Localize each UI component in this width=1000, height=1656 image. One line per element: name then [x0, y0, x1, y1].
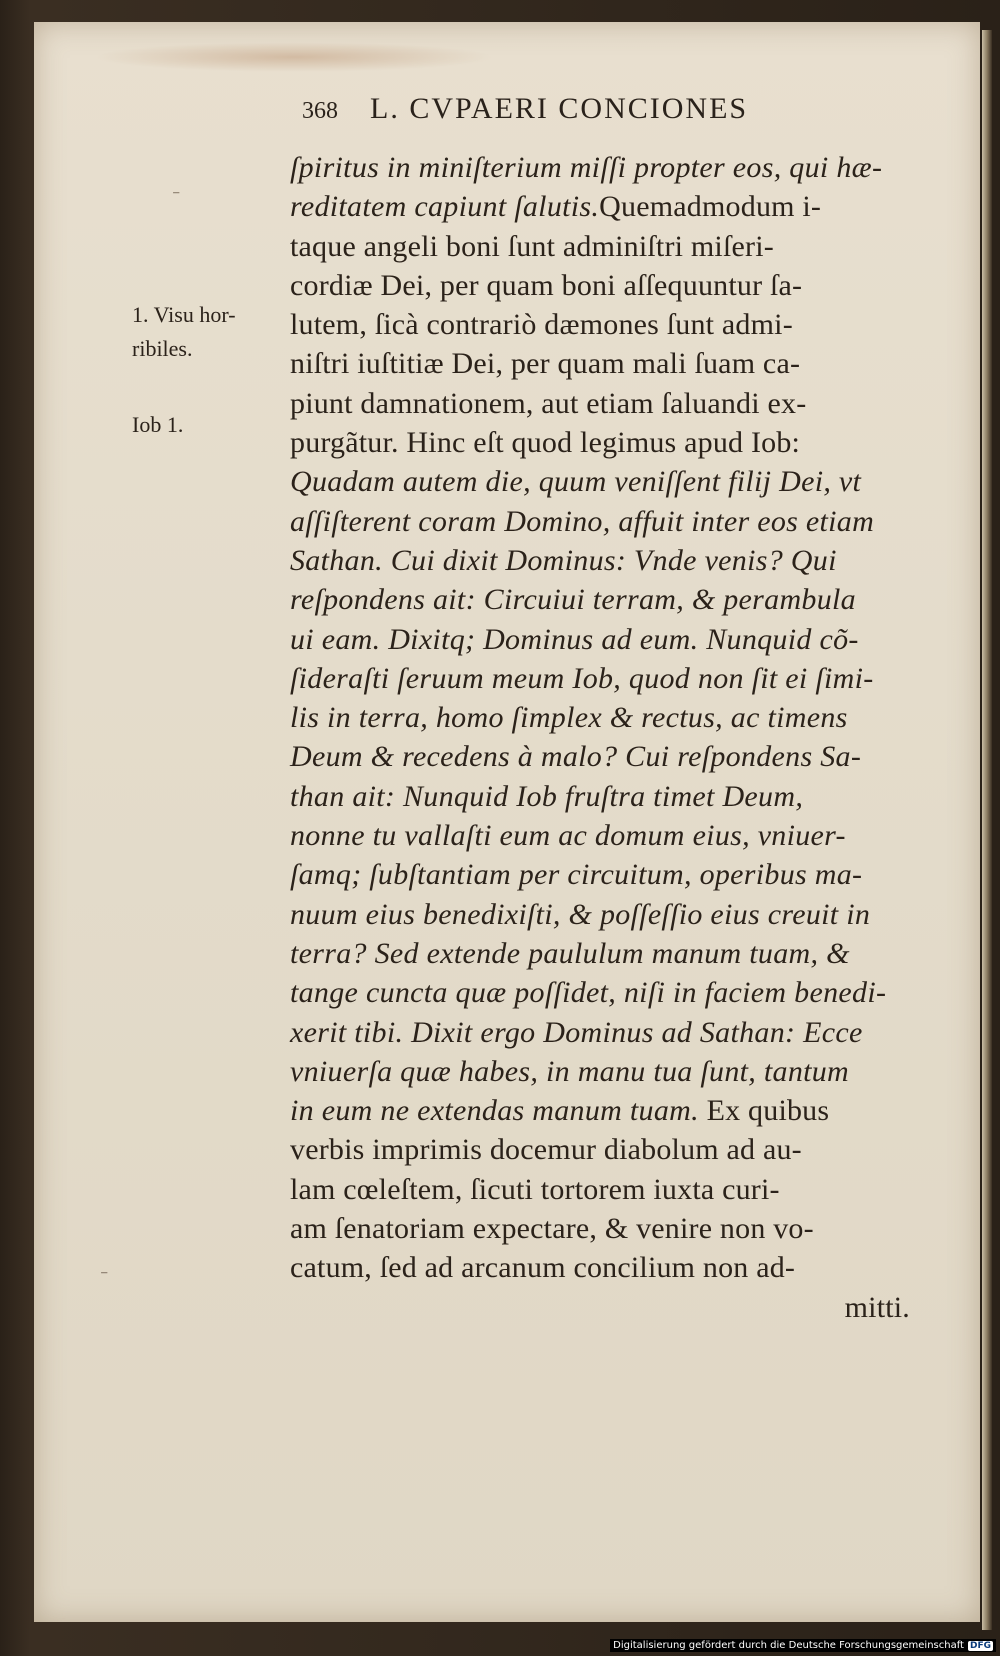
italic-segment: reſpondens ait: Circuiui terram, & perambula: [290, 583, 856, 617]
text-line: [290, 384, 930, 423]
text-line: [290, 973, 930, 1012]
italic-segment: aſſiſterent coram Domino, affuit inter eos etiam: [290, 504, 875, 538]
italic-segment: tange cuncta quæ poſſidet, niſi in faciem benedi-: [290, 976, 887, 1010]
roman-segment: niſtri iuſtitiæ Dei, per quam mali ſuam ca-: [290, 347, 801, 381]
text-line: [290, 1091, 930, 1130]
roman-segment: catum, ſed ad arcanum concilium non ad-: [290, 1251, 796, 1285]
italic-segment: Deum & recedens à malo? Cui reſpondens Sa-: [290, 740, 862, 774]
page-edge: [982, 30, 992, 1630]
roman-segment: Ex quibus: [698, 1094, 830, 1128]
ink-mark: ⁻: [100, 1266, 109, 1285]
text-line: [290, 305, 930, 344]
marginal-note-2-text: Iob 1.: [132, 412, 184, 437]
text-line: [290, 934, 930, 973]
body-text: [290, 148, 930, 1327]
marginal-note-1-line-1: 1. Visu hor-: [132, 302, 236, 327]
roman-segment: Quemadmodum i-: [599, 190, 822, 224]
roman-segment: purgãtur. Hinc eſt quod legimus apud Iob:: [290, 426, 801, 460]
text-line: [290, 1130, 930, 1169]
italic-segment: lis in terra, homo ſimplex & rectus, ac timens: [290, 701, 848, 735]
italic-segment: in eum ne extendas manum tuam.: [290, 1094, 699, 1128]
text-line: [290, 266, 930, 305]
roman-segment: lutem, ſicà contrariò dæmones ſunt admi-: [290, 308, 793, 342]
text-line: [290, 227, 930, 266]
page-stain: [94, 42, 494, 72]
text-line: [290, 1209, 930, 1248]
italic-segment: Sathan. Cui dixit Dominus: Vnde venis? Qui: [290, 543, 837, 577]
italic-segment: ſpiritus in miniſterium miſſi propter eos, qui hæ-: [290, 151, 883, 184]
italic-segment: reditatem capiunt ſalutis.: [290, 190, 600, 224]
text-line: [290, 895, 930, 934]
ink-mark: ⁻: [172, 186, 181, 205]
text-line: [290, 1013, 930, 1052]
italic-segment: ſideraſti ſeruum meum Iob, quod non ſit ei ſimi-: [290, 661, 874, 695]
page-number: 368: [302, 98, 338, 124]
roman-segment: cordiæ Dei, per quam boni aſſequuntur ſa-: [290, 268, 803, 302]
text-line: [290, 502, 930, 541]
italic-segment: vniuerſa quæ habes, in manu tua ſunt, tantum: [290, 1054, 850, 1088]
text-line-last: mitti.: [844, 1290, 910, 1324]
text-line: [290, 423, 930, 462]
italic-segment: nuum eius benedixiſti, & poſſeſſio eius creuit in: [290, 897, 871, 931]
italic-segment: ui eam. Dixitq; Dominus ad eum. Nunquid cõ-: [290, 622, 859, 656]
dfg-logo-icon: DFG: [969, 1640, 991, 1651]
text-line: [290, 737, 930, 776]
italic-segment: terra? Sed extende paululum manum tuam, &: [290, 936, 850, 970]
text-line: [290, 816, 930, 855]
marginal-note-2: [132, 412, 282, 438]
roman-segment: verbis imprimis docemur diabolum ad au-: [290, 1133, 802, 1167]
marginal-note-1-line-2: ribiles.: [132, 336, 193, 361]
italic-segment: than ait: Nunquid Iob fruſtra timet Deum,: [290, 779, 804, 813]
roman-segment: lam cœleſtem, ſicuti tortorem iuxta curi-: [290, 1172, 780, 1206]
text-line: [290, 659, 930, 698]
italic-segment: ſamq; ſubſtantiam per circuitum, operibus ma-: [290, 858, 863, 892]
italic-segment: nonne tu vallaſti eum ac domum eius, vniuer-: [290, 819, 846, 853]
text-line: [290, 344, 930, 383]
text-line: [290, 462, 930, 501]
text-line: [290, 580, 930, 619]
running-title: L. CVPAERI CONCIONES: [370, 92, 749, 125]
text-line: [290, 1248, 930, 1287]
text-line: [290, 1170, 930, 1209]
text-line: [290, 620, 930, 659]
footer-credit: Digitalisierung gefördert durch die Deutsche Forschungsgemeinschaft: [613, 1640, 964, 1651]
roman-segment: taque angeli boni ſunt adminiſtri miſeri-: [290, 229, 774, 263]
roman-segment: piunt damnationem, aut etiam ſaluandi ex-: [290, 386, 807, 420]
text-line: [290, 541, 930, 580]
text-line: [290, 777, 930, 816]
italic-segment: xerit tibi. Dixit ergo Dominus ad Sathan: Ecce: [290, 1015, 863, 1049]
text-line: [290, 187, 930, 226]
text-line: [290, 148, 930, 187]
roman-segment: am ſenatoriam expectare, & venire non vo-: [290, 1212, 814, 1246]
text-line: [290, 855, 930, 894]
text-line: [290, 1052, 930, 1091]
text-line: [290, 698, 930, 737]
digitization-footer: [610, 1639, 996, 1652]
marginal-note-1: [132, 302, 282, 362]
running-head: [302, 92, 892, 126]
italic-segment: Quadam autem die, quum veniſſent filij Dei, vt: [290, 465, 862, 499]
